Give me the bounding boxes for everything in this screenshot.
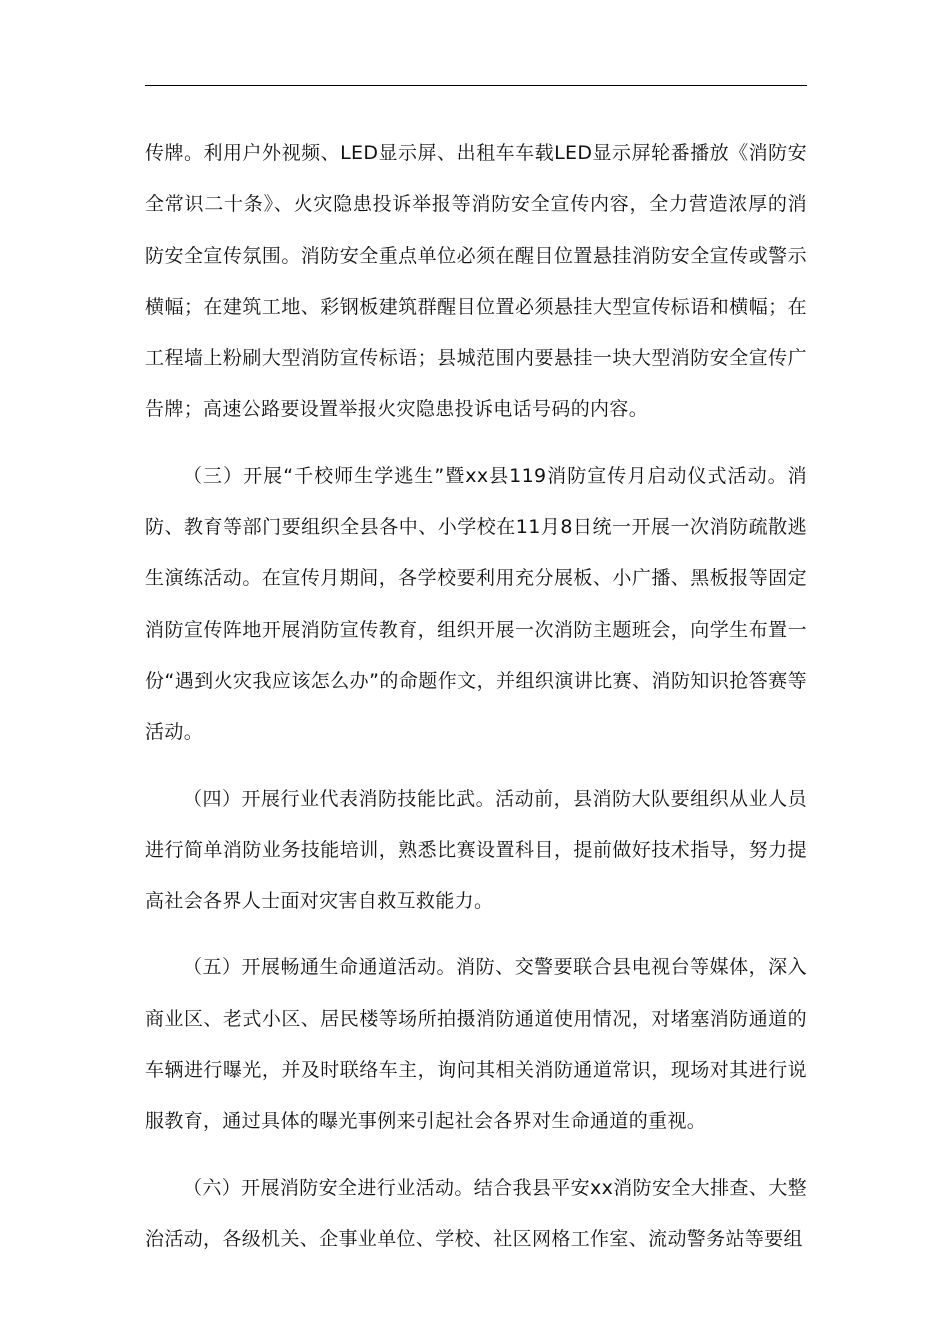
header-rule	[145, 85, 807, 86]
document-body	[145, 128, 807, 1280]
paragraph-item-4: （四）开展行业代表消防技能比武。活动前，县消防大队要组织从业人员进行简单消防业务技能培训，熟悉比赛设置科目，提前做好技术指导，努力提高社会各界人士面对灾害自救互救能力。	[145, 787, 807, 913]
paragraph-continued: 传牌。利用户外视频、LED显示屏、出租车车载LED显示屏轮番播放《消防安全常识二十条》、火灾隐患投诉举报等消防安全宣传内容，全力营造浓厚的消防安全宣传氛围。消防安全重点单位必须在醒目位置悬挂消防安全宣传或警示横幅；在建筑工地、彩钢板建筑群醒目位置必须悬挂大型宣传标语和横幅；在工程墙上粉刷大型消防宣传标语；县城范围内要悬挂一块大型消防安全宣传广告牌；高速公路要设置举报火灾隐患投诉电话号码的内容。	[145, 142, 807, 421]
paragraph-item-3: （三）开展“千校师生学逃生”暨xx县119消防宣传月启动仪式活动。消防、教育等部门要组织全县各中、小学校在11月8日统一开展一次消防疏散逃生演练活动。在宣传月期间，各学校要利用充分展板、小广播、黑板报等固定消防宣传阵地开展消防宣传教育，组织开展一次消防主题班会，向学生布置一份“遇到火灾我应该怎么办”的命题作文，并组织演讲比赛、消防知识抢答赛等活动。	[145, 464, 807, 744]
paragraph-item-6: （六）开展消防安全进行业活动。结合我县平安xx消防安全大排查、大整治活动，各级机关、企事业单位、学校、社区网格工作室、流动警务站等要组	[145, 1176, 807, 1250]
paragraph-item-5: （五）开展畅通生命通道活动。消防、交警要联合县电视台等媒体，深入商业区、老式小区、居民楼等场所拍摄消防通道使用情况，对堵塞消防通道的车辆进行曝光，并及时联络车主，询问其相关消防通道常识，现场对其进行说服教育，通过具体的曝光事例来引起社会各界对生命通道的重视。	[145, 956, 807, 1133]
